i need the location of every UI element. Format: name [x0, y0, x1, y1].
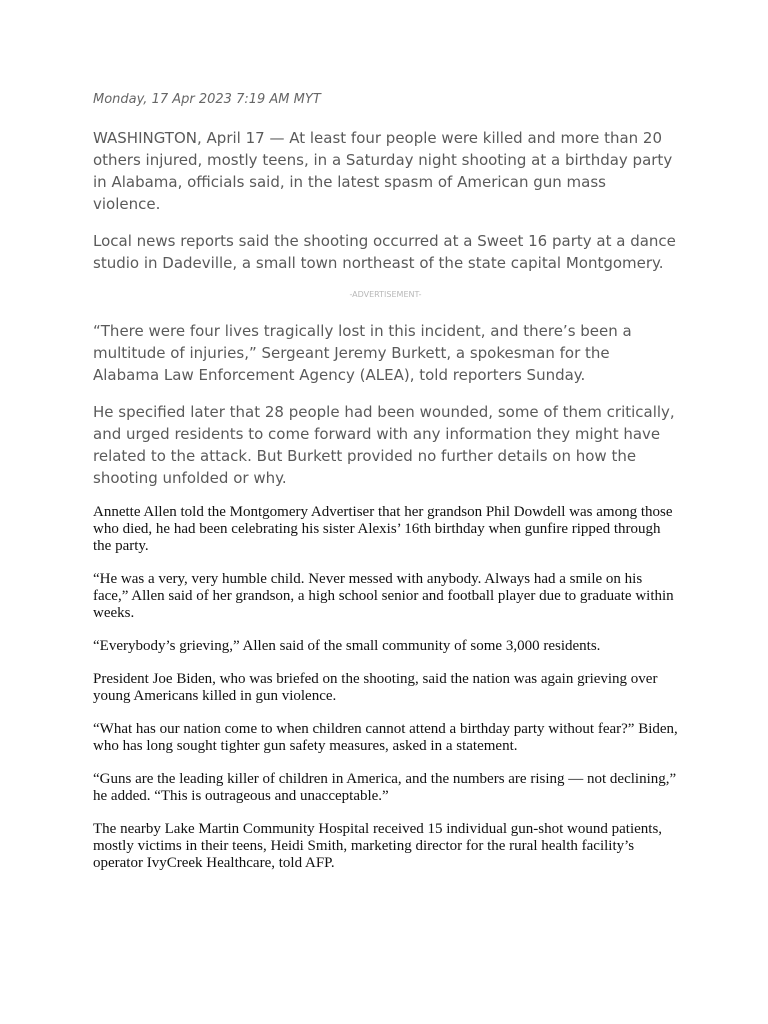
body-paragraph: “What has our nation come to when children cannot attend a birthday party without fear?” Biden, who has long sought tighter gun safety measures, asked in a statement. [93, 721, 678, 754]
lead-paragraph: Local news reports said the shooting occurred at a Sweet 16 party at a dance studio in Dadeville, a small town northeast of the state capital Montgomery. [93, 232, 676, 272]
body-paragraph: “Guns are the leading killer of children in America, and the numbers are rising — not declining,” he added. “This is outrageous and unacceptable.” [93, 771, 677, 804]
body-paragraph: President Joe Biden, who was briefed on the shooting, said the nation was again grieving over young Americans killed in gun violence. [93, 671, 658, 704]
body-paragraph: “He was a very, very humble child. Never messed with anybody. Always had a smile on his face,” Allen said of her grandson, a high school senior and football player due to graduate within weeks. [93, 571, 674, 621]
article-dateline: Monday, 17 Apr 2023 7:19 AM MYT [93, 92, 321, 107]
lead-paragraph: WASHINGTON, April 17 — At least four people were killed and more than 20 others injured, mostly teens, in a Saturday night shooting at a birthday party in Alabama, officials said, in the latest spasm of American gun mass violence. [93, 129, 673, 213]
body-paragraph: “Everybody’s grieving,” Allen said of the small community of some 3,000 residents. [93, 638, 601, 654]
quote-paragraph: “There were four lives tragically lost in this incident, and there’s been a multitude of injuries,” Sergeant Jeremy Burkett, a spokesman for the Alabama Law Enforcement Agency (ALEA), told reporters Sunday. [93, 322, 632, 384]
body-paragraph: Annette Allen told the Montgomery Advertiser that her grandson Phil Dowdell was among those who died, he had been celebrating his sister Alexis’ 16th birthday when gunfire ripped through the party. [93, 504, 673, 554]
detail-paragraph: He specified later that 28 people had been wounded, some of them critically, and urged residents to come forward with any information they might have related to the attack. But Burkett provided no further details on how the shooting unfolded or why. [93, 403, 675, 487]
article [93, 90, 678, 888]
advertisement-label: -ADVERTISEMENT- [349, 290, 422, 299]
body-paragraph: The nearby Lake Martin Community Hospital received 15 individual gun-shot wound patients, mostly victims in their teens, Heidi Smith, marketing director for the rural health facility’s operator IvyCreek Healthcare, told AFP. [93, 821, 663, 871]
